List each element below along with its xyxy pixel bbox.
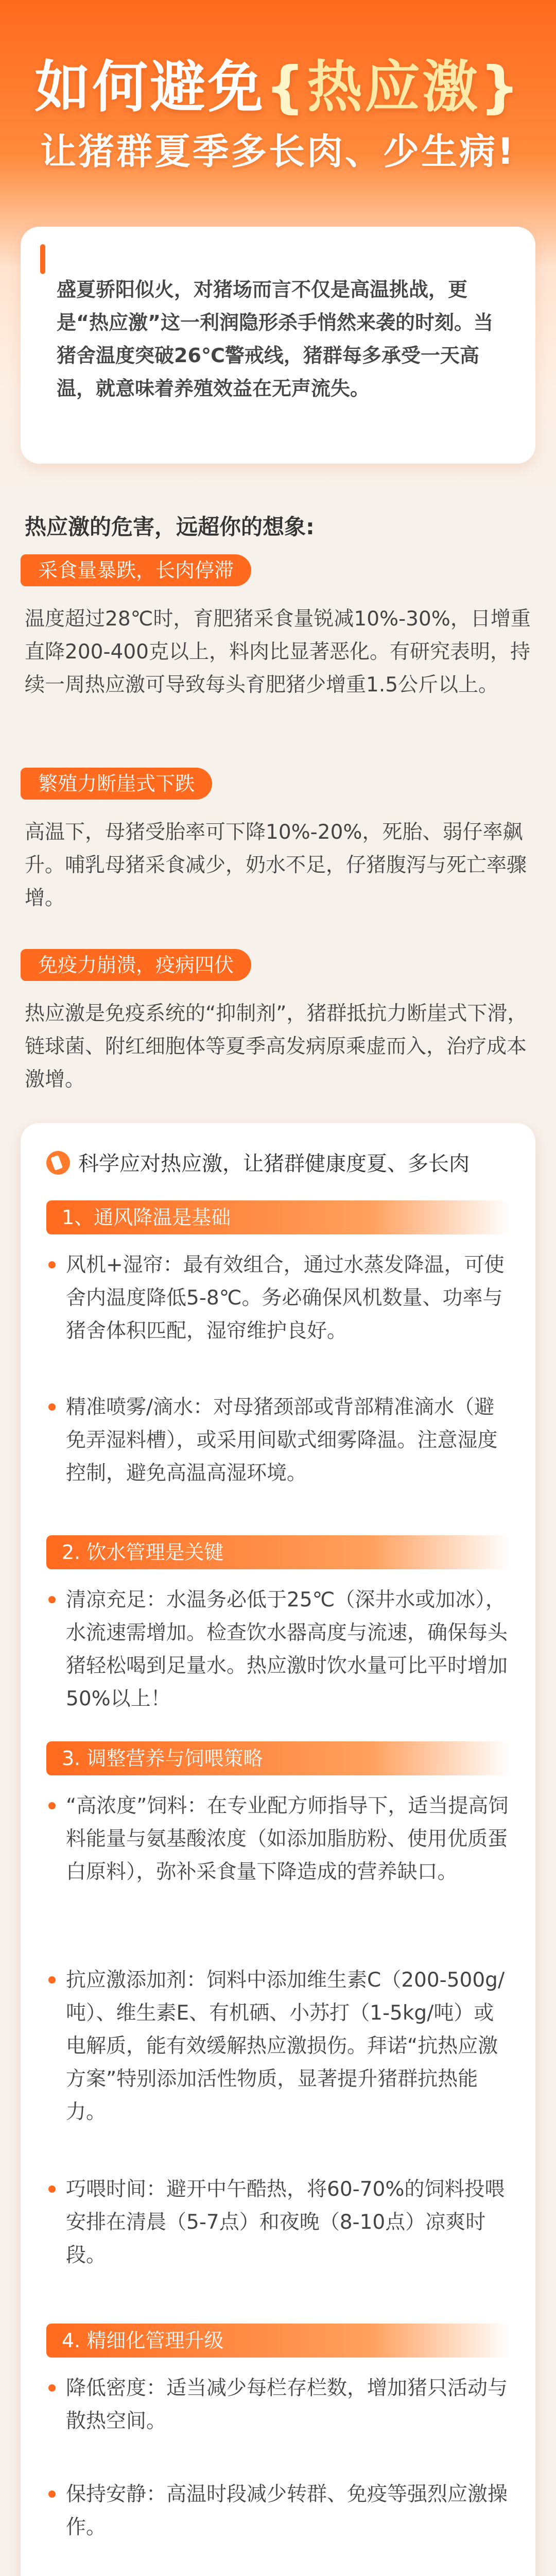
harm-tag-reproduction: 繁殖力断崖式下跌	[21, 768, 212, 800]
tips-head-water: 2. 饮水管理是关键	[46, 1535, 510, 1569]
title-prefix: 如何避免	[34, 55, 266, 120]
tips-bullet: 精准喷雾/滴水：对母猪颈部或背部精准滴水（避免弄湿料槽），或采用间歇式细雾降温。注意湿度控制，避免高温高湿环境。	[66, 1391, 509, 1490]
tips-bullet: 风机+湿帘：最有效组合，通过水蒸发降温，可使舍内温度降低5-8℃。务必确保风机数量、功率与猪舍体积匹配，湿帘维护良好。	[66, 1249, 509, 1348]
page-subtitle: 让猪群夏季多长肉、少生病!	[40, 130, 516, 173]
tips-bullet: 清凉充足：水温务必低于25℃（深井水或加冰），水流速需增加。检查饮水器高度与流速，确保每头猪轻松喝到足量水。热应激时饮水量可比平时增加50%以上！	[66, 1584, 509, 1716]
harm-section-title: 热应激的危害，远超你的想象:	[25, 514, 315, 539]
tips-title-text: 科学应对热应激，让猪群健康度夏、多长肉	[78, 1152, 470, 1176]
intro-card	[21, 227, 535, 464]
title-brace-close: }	[480, 55, 522, 120]
title-highlight: 热应激	[307, 55, 480, 120]
tip-icon	[46, 1151, 70, 1175]
harm-tag-immunity: 免疫力崩溃，疫病四伏	[21, 949, 251, 981]
intro-text: 盛夏骄阳似火，对猪场而言不仅是高温挑战，更是“热应激”这一利润隐形杀手悄然来袭的时刻。当猪舍温度突破26℃警戒线，猪群每多承受一天高温，就意味着养殖效益在无声流失。	[57, 278, 493, 400]
harm-text-feed-intake: 温度超过28℃时，育肥猪采食量锐减10%-30%，日增重直降200-400克以上，料肉比显著恶化。有研究表明，持续一周热应激可导致每头育肥猪少增重1.5公斤以上。	[25, 607, 531, 697]
tips-head-ventilation: 1、通风降温是基础	[46, 1200, 510, 1234]
accent-bar	[40, 244, 45, 274]
tips-bullet: 巧喂时间：避开中午酷热，将60-70%的饲料投喂安排在清晨（5-7点）和夜晚（8-10点）凉爽时段。	[66, 2173, 509, 2272]
tips-bullet: “高浓度”饲料：在专业配方师指导下，适当提高饲料能量与氨基酸浓度（如添加脂肪粉、使用优质蛋白原料），弥补采食量下降造成的营养缺口。	[66, 1790, 509, 1889]
tips-card	[21, 1123, 535, 2576]
tips-head-management: 4. 精细化管理升级	[46, 2324, 510, 2358]
tips-bullet: 抗应激添加剂：饲料中添加维生素C（200-500g/吨）、维生素E、有机硒、小苏打（1-5kg/吨）或电解质，能有效缓解热应激损伤。拜诺“抗热应激方案”特别添加活性物质，显著提升猪群抗热能力。	[66, 1964, 509, 2129]
title-brace-open: {	[265, 55, 307, 120]
tips-head-nutrition: 3. 调整营养与饲喂策略	[46, 1741, 510, 1775]
tips-bullet: 保持安静：高温时段减少转群、免疫等强烈应激操作。	[66, 2478, 509, 2544]
harm-text-reproduction: 高温下，母猪受胎率可下降10%-20%，死胎、弱仔率飙升。哺乳母猪采食减少，奶水不足，仔猪腹泻与死亡率骤增。	[25, 821, 527, 910]
harm-text-immunity: 热应激是免疫系统的“抑制剂”，猪群抵抗力断崖式下滑，链球菌、附红细胞体等夏季高发病原乘虚而入，治疗成本激增。	[25, 1002, 528, 1091]
tips-title	[46, 1146, 510, 1182]
page-title	[0, 42, 556, 122]
harm-tag-feed-intake: 采食量暴跌，长肉停滞	[21, 554, 251, 586]
tips-bullet: 降低密度：适当减少每栏存栏数，增加猪只活动与散热空间。	[66, 2372, 509, 2438]
